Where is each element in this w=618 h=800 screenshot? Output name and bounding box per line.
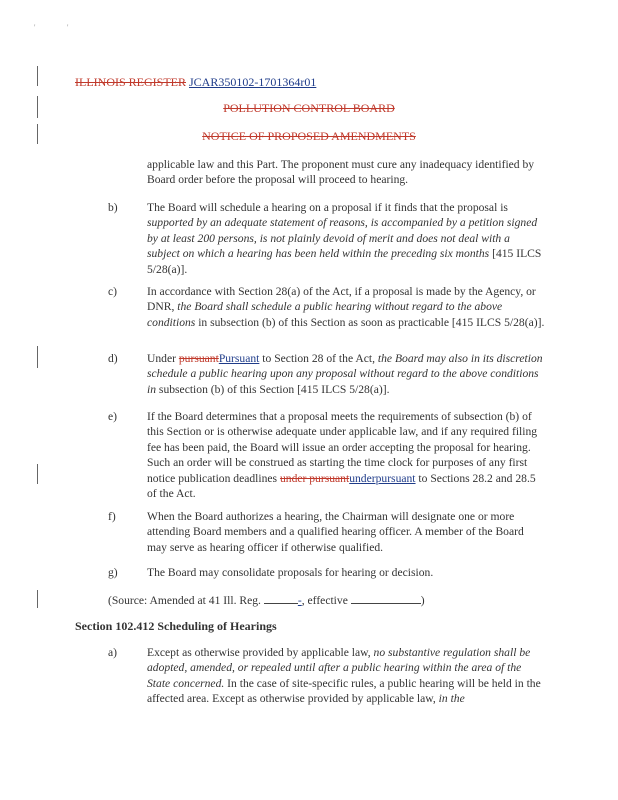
item-label-f: f) (108, 510, 116, 523)
board-title: POLLUTION CONTROL BOARD (223, 101, 395, 115)
source-dash: - (297, 594, 302, 607)
change-bar (37, 464, 38, 484)
item-text-c: In accordance with Section 28(a) of the Act, if a proposal is made by the Agency, or DNR, the Board shall schedule a public hearing without regard to the above conditions in subsection (b) of this Section as soon as practicable [415 ILCS 5/28(a)]. (147, 285, 545, 329)
register-struck: ILLINOIS REGISTER (75, 75, 186, 89)
item-label-d: d) (108, 352, 118, 365)
item-text-b: The Board will schedule a hearing on a proposal if it finds that the proposal is supported by an adequate statement of reasons, is accompanied by a petition signed by at least 200 persons, is not plainly devoid of merit and does not deal with a subject on which a hearing has been held within the preceding six months [415 ILCS 5/28(a)]. (147, 201, 542, 276)
continuation-paragraph: applicable law and this Part. The proponent must cure any inadequacy identified by Board order before the proposal will proceed to hearing. (147, 158, 535, 187)
item-text-g: The Board may consolidate proposals for hearing or decision. (147, 566, 434, 579)
item-label-e: e) (108, 410, 118, 423)
register-header (75, 75, 316, 90)
register-inserted: JCAR350102-1701364r01 (189, 75, 317, 89)
item-text-d: Under pursuantPursuant to Section 28 of the Act, the Board may also in its discretion schedule a public hearing upon any proposal without regard to the above conditions in subsection (b) of this Section [415 ILCS 5/28(a)]. (147, 352, 543, 396)
section-item-text-a: Except as otherwise provided by applicable law, no substantive regulation shall be adopted, amended, or repealed until after a public hearing within the area of the State concerned. In the case of site-specific rules, a public hearing will be held in the affected area. Except as otherwise provided by applicable law, in the (147, 646, 541, 706)
scan-speck: ' (34, 23, 36, 32)
change-bar (37, 590, 38, 608)
item-text-e: If the Board determines that a proposal meets the requirements of subsection (b) of this Section or is otherwise adequate under applicable law, and if any required filing fee has been paid, the Board will issue an order accepting the proposal for hearing. Such an order will be construed as starting the time clock for purposes of any first notice publication deadlines under pursuantunderpursuant to Sections 28.2 and 28.5 of the Act. (147, 410, 538, 501)
item-label-b: b) (108, 201, 118, 214)
source-note: (Source: Amended at 41 Ill. Reg. -, effective ) (108, 594, 425, 607)
change-bar (37, 346, 38, 368)
notice-title: NOTICE OF PROPOSED AMENDMENTS (202, 129, 416, 143)
section-title: Section 102.412 Scheduling of Hearings (75, 619, 277, 633)
item-label-c: c) (108, 285, 118, 298)
item-text-f: When the Board authorizes a hearing, the Chairman will designate one or more attending Board members and a qualified hearing officer. A member of the Board may serve as hearing officer if otherwise qualified. (147, 510, 524, 554)
scan-speck: ' (67, 23, 69, 32)
section-item-label-a: a) (108, 646, 118, 659)
change-bar (37, 66, 38, 86)
item-label-g: g) (108, 566, 118, 579)
